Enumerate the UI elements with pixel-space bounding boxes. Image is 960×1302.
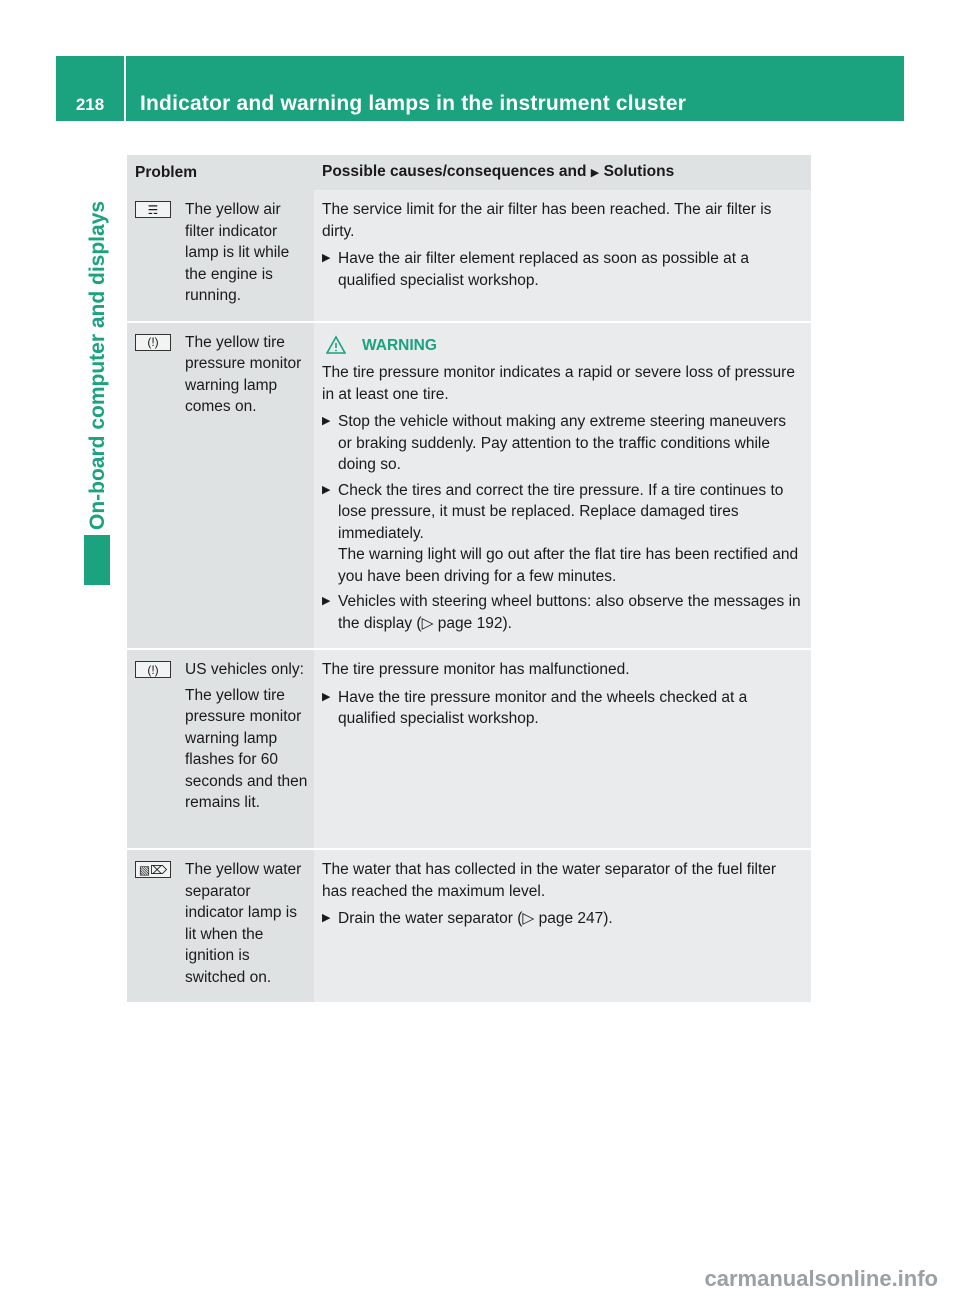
table-header-row (127, 155, 811, 190)
warning-heading (326, 335, 803, 357)
arrow-icon: ▶ (322, 415, 331, 427)
problem-cell (127, 849, 314, 1003)
column-header-solutions-prefix: Possible causes/consequences and (322, 162, 587, 180)
arrow-icon: ▶ (322, 252, 331, 264)
table-row (127, 649, 811, 849)
solution-step (322, 687, 803, 730)
indicator-table (127, 155, 811, 1004)
step-text-page-link[interactable]: Drain the water separator (▷ page 247). (338, 910, 613, 927)
solution-step (322, 248, 803, 291)
problem-text: The yellow tire pressure monitor warning lamp comes on. (185, 333, 302, 415)
problem-text: US vehicles only: (185, 661, 304, 678)
page-title: Indicator and warning lamps in the instrument cluster (140, 92, 687, 115)
watermark: carmanualsonline.info (704, 1266, 938, 1291)
table-row (127, 322, 811, 650)
step-text: Have the air filter element replaced as soon as possible at a qualified specialist workshop. (338, 250, 749, 289)
table-row (127, 849, 811, 1003)
problem-text: The yellow tire pressure monitor warning lamp flashes for 60 seconds and then remains lit. (185, 686, 308, 811)
column-header-problem: Problem (127, 155, 314, 190)
air-filter-icon: ☴ (135, 201, 171, 218)
step-text: Stop the vehicle without making any extreme steering maneuvers or braking suddenly. Pay attention to the traffic conditions while doing so. (338, 413, 787, 473)
tire-pressure-icon: (!) (135, 334, 171, 351)
solution-step (322, 411, 803, 476)
step-text-page-link[interactable]: Vehicles with steering wheel buttons: also observe the messages in the display (▷ page 192). (338, 593, 801, 632)
warning-label: WARNING (362, 336, 437, 354)
page-header (56, 56, 904, 121)
arrow-icon: ▶ (322, 595, 331, 607)
warning-triangle-icon (326, 335, 346, 355)
step-text: Check the tires and correct the tire pressure. If a tire continues to lose pressure, it must be replaced. Replace damaged tires immediately. (338, 481, 784, 542)
column-header-solutions-suffix: Solutions (603, 162, 675, 180)
column-header-solutions (314, 155, 811, 190)
cause-text: The tire pressure monitor has malfunctioned. (322, 661, 630, 678)
step-note: The warning light will go out after the flat tire has been rectified and you have been driving for a few minutes. (338, 546, 799, 585)
side-tab-label: On-board computer and displays (86, 200, 109, 530)
solution-cell (314, 849, 811, 1003)
arrow-icon: ▶ (322, 483, 331, 496)
problem-cell (127, 322, 314, 650)
cause-text: The service limit for the air filter has been reached. The air filter is dirty. (322, 201, 772, 240)
solution-step (322, 591, 803, 634)
tire-pressure-icon: (!) (135, 661, 171, 678)
cause-text: The water that has collected in the water separator of the fuel filter has reached the maximum level. (322, 861, 777, 900)
solution-step (322, 908, 803, 930)
problem-text: The yellow air filter indicator lamp is lit while the engine is running. (185, 201, 290, 304)
solution-cell (314, 649, 811, 849)
problem-cell (127, 649, 314, 849)
cause-text: The tire pressure monitor indicates a rapid or severe loss of pressure in at least one tire. (322, 364, 795, 403)
problem-text: The yellow water separator indicator lamp is lit when the ignition is switched on. (185, 861, 302, 986)
solution-cell (314, 190, 811, 322)
arrow-icon: ▶ (322, 690, 331, 703)
water-separator-icon: ▧⌦ (135, 861, 171, 878)
step-text: Have the tire pressure monitor and the wheels checked at a qualified specialist workshop. (338, 688, 748, 727)
solution-cell (314, 322, 811, 650)
arrow-icon: ▶ (322, 912, 331, 924)
problem-cell (127, 190, 314, 322)
table-row (127, 190, 811, 322)
solution-step (322, 480, 803, 588)
page-number: 218 (56, 56, 126, 121)
arrow-icon: ▶ (590, 166, 600, 179)
